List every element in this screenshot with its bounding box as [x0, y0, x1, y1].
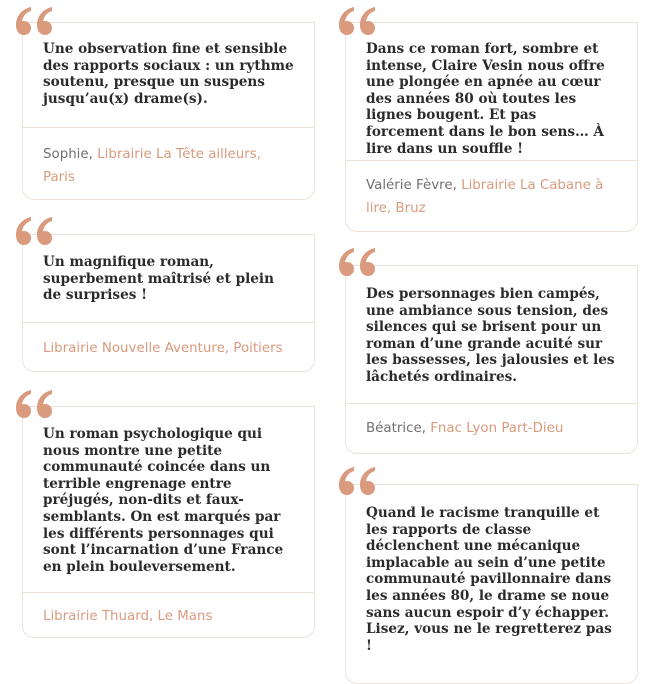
reviewer-name: Béatrice,: [366, 421, 431, 436]
quote-open-icon: [337, 6, 381, 36]
quote-open-icon: [14, 389, 58, 419]
bookshop-name: Fnac Lyon Part-Dieu: [430, 421, 564, 436]
quote-open-icon: [337, 466, 381, 496]
review-quote: Une observation fine et sensible des rapports sociaux : un rythme soutenu, presque un suspens jusqu’au(x) drame(s).: [43, 41, 294, 107]
review-quote: Quand le racisme tranquille et les rapports de classe déclenchent une mécanique implacable au sein d’une petite communauté pavillonnaire dans les années 80, le drame se noue sans aucun espoir d’y échapper. Lisez, vous ne le regretterez pas !: [366, 505, 612, 654]
reviewer-name: Sophie,: [43, 147, 98, 162]
bookshop-name: Librairie La Tête ailleurs, Paris: [43, 147, 262, 185]
quote-open-icon: [14, 6, 58, 36]
reviewer-name: Valérie Fèvre,: [366, 178, 462, 193]
bookshop-name: Librairie Nouvelle Aventure, Poitiers: [43, 341, 283, 356]
bookshop-name: Librairie La Cabane à lire, Bruz: [366, 178, 604, 216]
review-card: [22, 234, 315, 372]
card-divider: [23, 127, 314, 128]
review-attribution: [366, 417, 619, 440]
review-card: [345, 484, 638, 684]
review-card: [22, 406, 315, 638]
card-divider: [346, 160, 637, 161]
review-card: [22, 22, 315, 200]
review-quote: Dans ce roman fort, sombre et intense, Claire Vesin nous offre une plongée en apnée au cœur des années 80 où toutes les lignes bougent. Et pas forcement dans le bon sens… À lire dans un souffle !: [366, 41, 605, 157]
bookshop-name: Librairie Thuard, Le Mans: [43, 609, 213, 624]
review-attribution: [366, 174, 619, 220]
card-divider: [23, 592, 314, 593]
review-quote: Un roman psychologique qui nous montre une petite communauté coincée dans un terrible engrenage entre préjugés, non-dits et faux-semblants. On est marqués par les différents personnages qui sont l’incarnation d’une France en plein bouleversement.: [43, 426, 284, 575]
quote-open-icon: [14, 216, 58, 246]
card-divider: [346, 403, 637, 404]
review-attribution: [43, 143, 296, 189]
review-attribution: [43, 337, 296, 360]
review-card: [345, 265, 638, 454]
quote-open-icon: [337, 247, 381, 277]
review-quote: Un magnifique roman, superbement maîtrisé et plein de surprises !: [43, 254, 274, 304]
review-quote: Des personnages bien campés, une ambiance sous tension, des silences qui se brisent pour un roman d’une grande acuité sur les bassesses, les jalousies et les lâchetés ordinaires.: [366, 286, 615, 385]
review-attribution: [43, 605, 296, 628]
card-divider: [23, 322, 314, 323]
review-card: [345, 22, 638, 232]
